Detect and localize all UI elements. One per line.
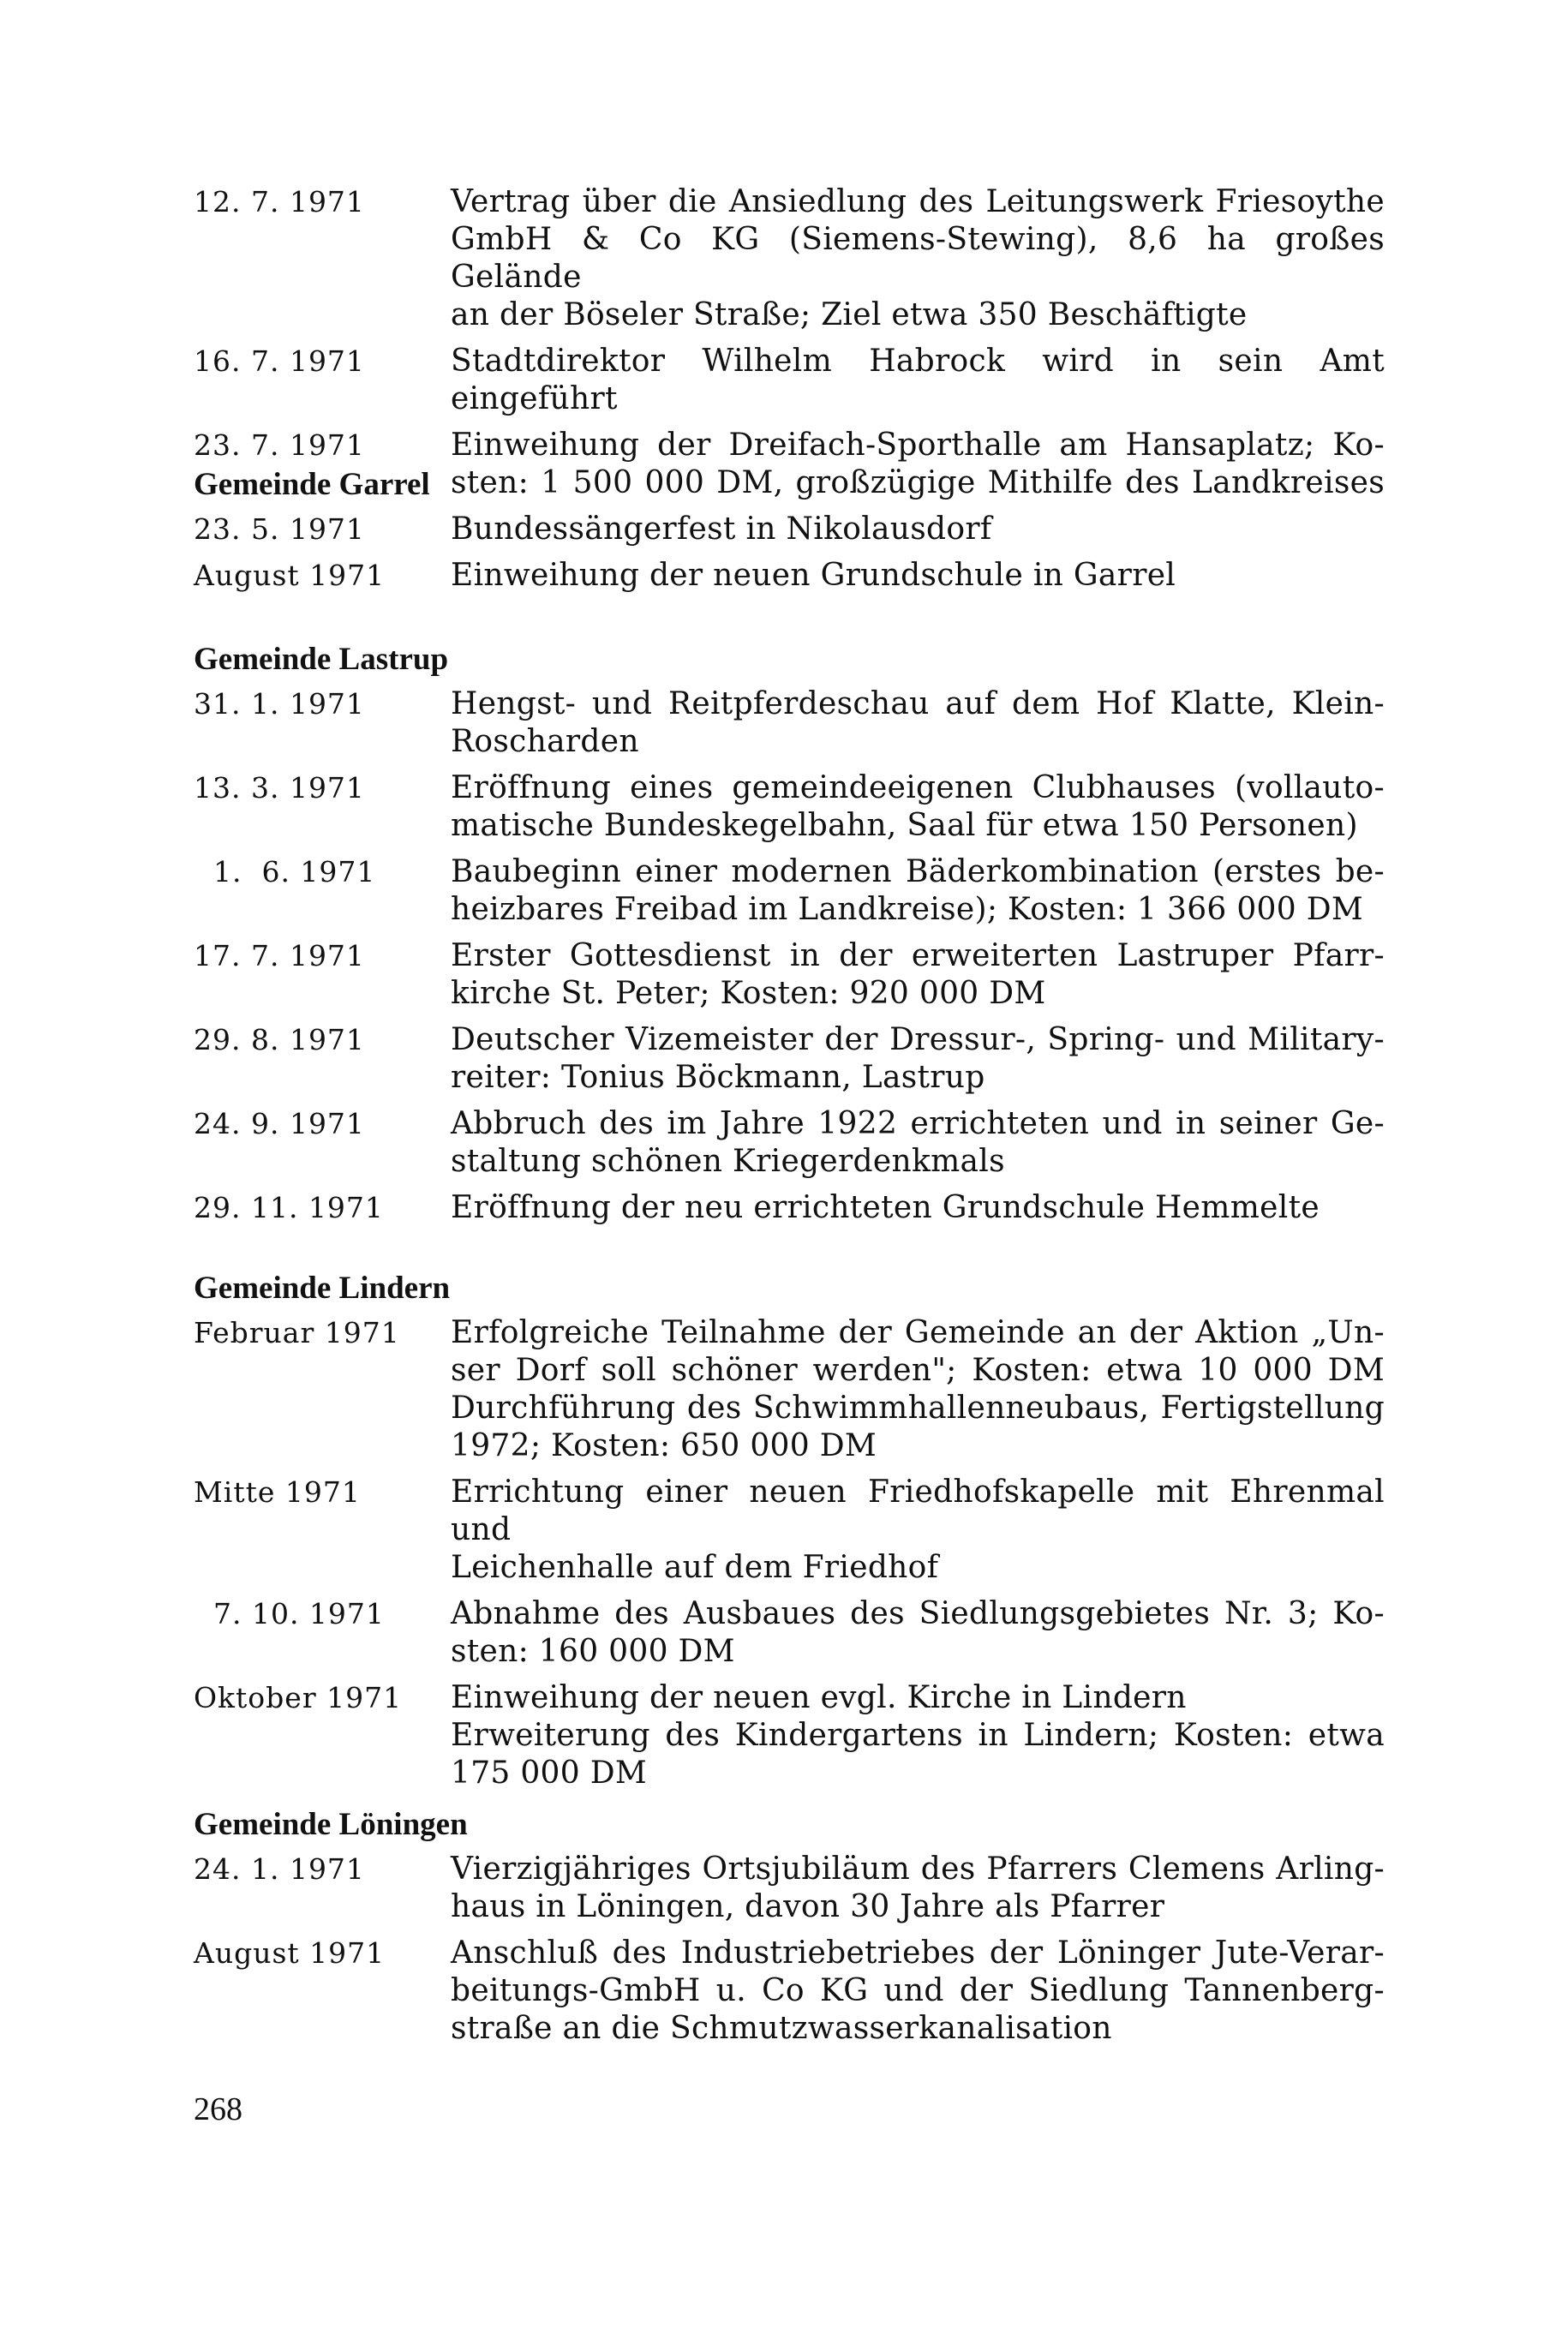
section-heading-loeningen: Gemeinde Löningen bbox=[194, 1807, 468, 1842]
entry-line: Errichtung einer neuen Friedhofskapelle mit Ehrenmal und bbox=[451, 1475, 1385, 1547]
entry-text bbox=[451, 1595, 1385, 1671]
entry-text bbox=[451, 1679, 1385, 1792]
entry-line: Erfolgreiche Teilnahme der Gemeinde an der Aktion „Un- bbox=[451, 1315, 1385, 1350]
list-item bbox=[194, 557, 1385, 595]
list-item bbox=[194, 1105, 1385, 1181]
entry-line: GmbH & Co KG (Siemens-Stewing), 8,6 ha großes Gelände bbox=[451, 222, 1385, 295]
entry-text bbox=[451, 1314, 1385, 1465]
entry-line: Abbruch des im Jahre 1922 errichteten und in seiner Ge- bbox=[451, 1106, 1385, 1141]
entry-line: heizbares Freibad im Landkreise); Kosten: 1 366 000 DM bbox=[451, 892, 1364, 927]
entry-text bbox=[451, 1021, 1385, 1097]
entry-line: an der Böseler Straße; Ziel etwa 350 Beschäftigte bbox=[451, 297, 1248, 332]
section-friesoythe-continued bbox=[194, 183, 1385, 511]
list-item bbox=[194, 937, 1385, 1013]
entry-text bbox=[451, 1105, 1385, 1181]
entry-line: haus in Löningen, davon 30 Jahre als Pfarrer bbox=[451, 1889, 1165, 1924]
entry-line: Erweiterung des Kindergartens in Lindern; Kosten: etwa bbox=[451, 1718, 1385, 1753]
list-item bbox=[194, 1595, 1385, 1671]
entry-line: sten: 160 000 DM bbox=[451, 1634, 735, 1669]
entry-line: Erster Gottesdienst in der erweiterten Lastruper Pfarr- bbox=[451, 938, 1385, 973]
entry-date: 1. 6. 1971 bbox=[194, 855, 376, 888]
entry-date: 23. 5. 1971 bbox=[194, 512, 365, 546]
entry-line: Einweihung der neuen Grundschule in Garrel bbox=[451, 558, 1176, 593]
entry-line: Bundessängerfest in Nikolausdorf bbox=[451, 511, 992, 547]
entry-line: Eröffnung eines gemeindeeigenen Clubhauses (vollauto- bbox=[451, 770, 1385, 805]
entry-line: Anschluß des Industriebetriebes der Löninger Jute-Verar- bbox=[451, 1935, 1385, 1971]
entry-date: Februar 1971 bbox=[194, 1316, 400, 1349]
list-item bbox=[194, 685, 1385, 761]
entry-date: 23. 7. 1971 bbox=[194, 428, 365, 462]
entry-line: sten: 1 500 000 DM, großzügige Mithilfe des Landkreises bbox=[451, 465, 1385, 500]
entry-line: Durchführung des Schwimmhallenneubaus, Fertigstellung bbox=[451, 1391, 1385, 1426]
entry-text bbox=[451, 557, 1385, 595]
entry-date: 31. 1. 1971 bbox=[194, 687, 365, 721]
entry-date: Mitte 1971 bbox=[194, 1475, 361, 1509]
entry-date: 7. 10. 1971 bbox=[194, 1597, 385, 1630]
section-garrel bbox=[194, 511, 1385, 603]
entry-line: ser Dorf soll schöner werden"; Kosten: etwa 10 000 DM bbox=[451, 1353, 1385, 1388]
list-item bbox=[194, 511, 1385, 548]
list-item bbox=[194, 1474, 1385, 1587]
entry-line: straße an die Schmutzwasserkanalisation bbox=[451, 2011, 1112, 2046]
entry-line: Hengst- und Reitpferdeschau auf dem Hof Klatte, Klein- bbox=[451, 686, 1385, 721]
entry-date: 12. 7. 1971 bbox=[194, 185, 365, 218]
entry-line: Leichenhalle auf dem Friedhof bbox=[451, 1550, 939, 1585]
entry-date: 24. 9. 1971 bbox=[194, 1107, 365, 1140]
list-item bbox=[194, 1189, 1385, 1227]
entry-line: Abnahme des Ausbaues des Siedlungsgebietes Nr. 3; Ko- bbox=[451, 1596, 1385, 1631]
list-item bbox=[194, 1851, 1385, 1926]
entry-date: August 1971 bbox=[194, 559, 386, 592]
entry-text bbox=[451, 1474, 1385, 1587]
entry-date: 17. 7. 1971 bbox=[194, 939, 365, 972]
entry-text bbox=[451, 1189, 1385, 1227]
entry-text bbox=[451, 769, 1385, 845]
section-heading-garrel: Gemeinde Garrel bbox=[194, 467, 430, 502]
entry-text bbox=[451, 685, 1385, 761]
entry-date: 24. 1. 1971 bbox=[194, 1852, 365, 1886]
entry-line: Roscharden bbox=[451, 724, 639, 759]
entry-line: Einweihung der Dreifach-Sporthalle am Hansaplatz; Ko- bbox=[451, 428, 1385, 463]
section-heading-lastrup: Gemeinde Lastrup bbox=[194, 642, 449, 677]
list-item bbox=[194, 1021, 1385, 1097]
entry-line: Eröffnung der neu errichteten Grundschule Hemmelte bbox=[451, 1190, 1320, 1225]
list-item bbox=[194, 769, 1385, 845]
entry-line: Vertrag über die Ansiedlung des Leitungswerk Friesoythe bbox=[451, 184, 1385, 219]
entry-line: staltung schönen Kriegerdenkmals bbox=[451, 1144, 1005, 1179]
list-item bbox=[194, 183, 1385, 334]
entry-text bbox=[451, 343, 1385, 418]
entry-line: Stadtdirektor Wilhelm Habrock wird in sein Amt eingeführt bbox=[451, 344, 1385, 416]
entry-text bbox=[451, 937, 1385, 1013]
section-lindern bbox=[194, 1314, 1385, 1801]
list-item bbox=[194, 853, 1385, 929]
section-lastrup bbox=[194, 685, 1385, 1235]
list-item bbox=[194, 1314, 1385, 1465]
entry-line: 175 000 DM bbox=[451, 1756, 648, 1791]
entry-line: Deutscher Vizemeister der Dressur-, Spring- und Military- bbox=[451, 1022, 1385, 1057]
entry-line: 1972; Kosten: 650 000 DM bbox=[451, 1428, 877, 1463]
page-number: 268 bbox=[194, 2091, 242, 2127]
entry-text bbox=[451, 1851, 1385, 1926]
section-loeningen bbox=[194, 1851, 1385, 2056]
entry-line: matische Bundeskegelbahn, Saal für etwa 150 Personen) bbox=[451, 808, 1358, 843]
list-item bbox=[194, 1935, 1385, 2048]
entry-date: Oktober 1971 bbox=[194, 1681, 403, 1714]
entry-line: reiter: Tonius Böckmann, Lastrup bbox=[451, 1060, 985, 1095]
entry-line: kirche St. Peter; Kosten: 920 000 DM bbox=[451, 976, 1046, 1011]
section-heading-lindern: Gemeinde Lindern bbox=[194, 1271, 451, 1306]
entry-text bbox=[451, 427, 1385, 502]
entry-text bbox=[451, 183, 1385, 334]
entry-line: Baubeginn einer modernen Bäderkombination (erstes be- bbox=[451, 854, 1385, 889]
list-item bbox=[194, 343, 1385, 418]
entry-text bbox=[451, 511, 1385, 548]
entry-date: 16. 7. 1971 bbox=[194, 344, 365, 378]
entry-date: August 1971 bbox=[194, 1936, 386, 1970]
entry-date: 29. 11. 1971 bbox=[194, 1191, 384, 1224]
entry-date: 29. 8. 1971 bbox=[194, 1023, 365, 1056]
entry-date: 13. 3. 1971 bbox=[194, 771, 365, 805]
entry-text bbox=[451, 1935, 1385, 2048]
entry-line: beitungs-GmbH u. Co KG und der Siedlung Tannenberg- bbox=[451, 1973, 1385, 2008]
entry-text bbox=[451, 853, 1385, 929]
list-item bbox=[194, 1679, 1385, 1792]
entry-line: Einweihung der neuen evgl. Kirche in Lindern bbox=[451, 1680, 1187, 1715]
entry-line: Vierzigjähriges Ortsjubiläum des Pfarrers Clemens Arling- bbox=[451, 1851, 1385, 1887]
